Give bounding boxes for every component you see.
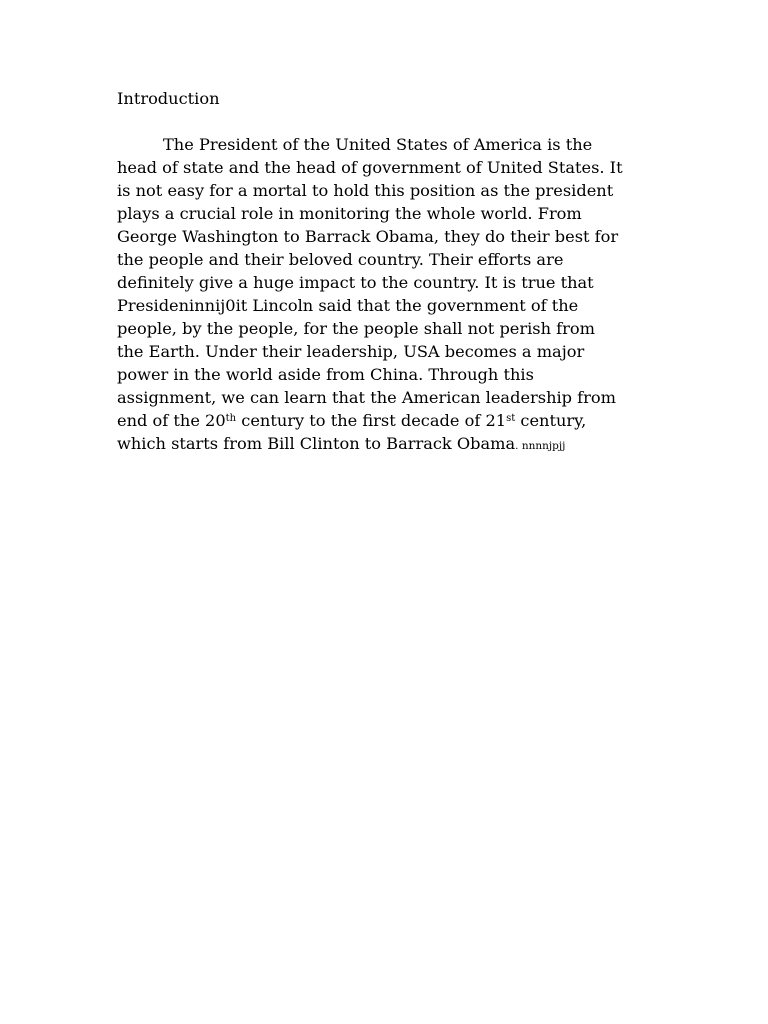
line-text: end of the 20 [117, 411, 226, 430]
line-text: century to the first decade of 21 [236, 411, 507, 430]
paragraph-line: people, by the people, for the people shall not perish from [117, 319, 595, 338]
paragraph-line [117, 432, 637, 455]
paragraph-line: the Earth. Under their leadership, USA becomes a major [117, 342, 585, 361]
paragraph-line: definitely give a huge impact to the country. It is true that [117, 273, 594, 292]
line-text: The President of the United States of America is the [163, 135, 593, 154]
ordinal-superscript: th [225, 413, 237, 424]
paragraph-line [117, 133, 637, 156]
paragraph-line: is not easy for a mortal to hold this position as the president [117, 181, 614, 200]
stray-text: . nnnnjpjj [515, 440, 566, 452]
paragraph-line: power in the world aside from China. Through this [117, 365, 534, 384]
paragraph-line: assignment, we can learn that the American leadership from [117, 388, 617, 407]
section-heading: Introduction [117, 89, 220, 108]
paragraph-line [117, 409, 637, 432]
paragraph-line: plays a crucial role in monitoring the whole world. From [117, 204, 582, 223]
line-text: century, [515, 411, 587, 430]
line-text: which starts from Bill Clinton to Barrack Obama [117, 434, 516, 453]
paragraph-line: head of state and the head of government of United States. It [117, 158, 623, 177]
paragraph-line: Presideninnij0it Lincoln said that the government of the [117, 296, 579, 315]
paragraph-line: George Washington to Barrack Obama, they do their best for [117, 227, 619, 246]
paragraph-line: the people and their beloved country. Their efforts are [117, 250, 564, 269]
ordinal-superscript: st [506, 413, 516, 424]
introduction-paragraph [117, 133, 637, 455]
